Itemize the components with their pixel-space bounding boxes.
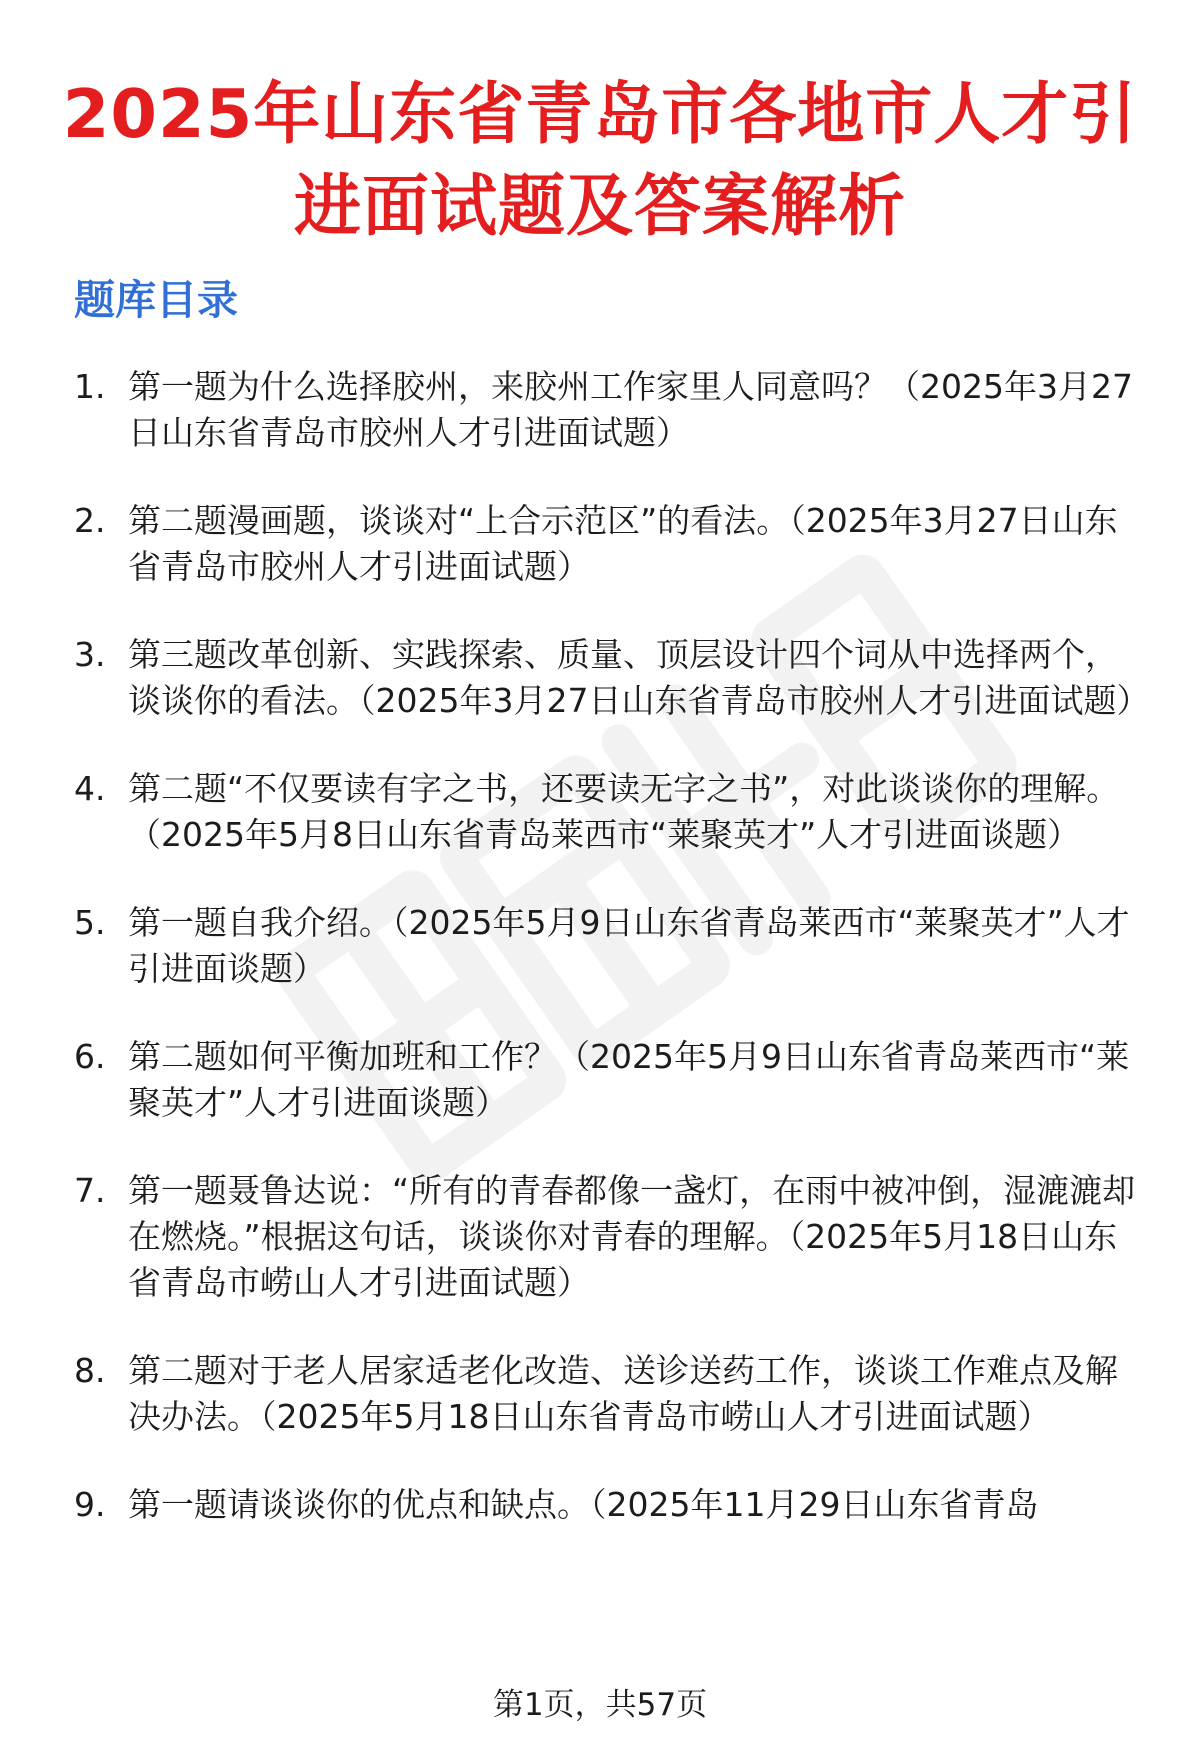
toc-item	[70, 1034, 1150, 1126]
toc-item-number: 7.	[74, 1171, 106, 1210]
document-title: 2025年山东省青岛市各地市人才引进面试题及答案解析	[62, 75, 1138, 245]
toc-item-text: 第三题改革创新、实践探索、质量、顶层设计四个词从中选择两个，谈谈你的看法。（2025年3月27日山东省青岛市胶州人才引进面试题）	[128, 635, 1150, 720]
toc-item-text: 第二题对于老人居家适老化改造、送诊送药工作，谈谈工作难点及解决办法。（2025年5月18日山东省青岛市崂山人才引进面试题）	[128, 1351, 1118, 1436]
toc-item	[70, 766, 1150, 858]
toc-item	[70, 900, 1150, 992]
toc-item-number: 5.	[74, 903, 106, 942]
toc-item-number: 8.	[74, 1351, 106, 1390]
toc-item-number: 6.	[74, 1037, 106, 1076]
toc-item-text: 第二题漫画题，谈谈对“上合示范区”的看法。（2025年3月27日山东省青岛市胶州人才引进面试题）	[128, 501, 1118, 586]
toc-item	[70, 632, 1150, 724]
toc-heading: 题库目录	[74, 276, 238, 324]
toc-item-number: 9.	[74, 1485, 106, 1524]
toc-item-number: 3.	[74, 635, 106, 674]
toc-item	[70, 364, 1150, 456]
toc-item-text: 第一题请谈谈你的优点和缺点。（2025年11月29日山东省青岛	[128, 1485, 1039, 1524]
toc-item-number: 4.	[74, 769, 106, 808]
toc-item	[70, 1168, 1150, 1306]
toc-item	[70, 498, 1150, 590]
page-number-footer: 第1页，共57页	[492, 1687, 708, 1723]
toc-item-text: 第二题“不仅要读有字之书，还要读无字之书”，对此谈谈你的理解。（2025年5月8日山东省青岛莱西市“莱聚英才”人才引进面谈题）	[128, 769, 1120, 854]
toc-item-text: 第二题如何平衡加班和工作？（2025年5月9日山东省青岛莱西市“莱聚英才”人才引进面谈题）	[128, 1037, 1130, 1122]
toc-item-number: 1.	[74, 367, 106, 406]
toc-item-text: 第一题为什么选择胶州，来胶州工作家里人同意吗？（2025年3月27日山东省青岛市胶州人才引进面试题）	[128, 367, 1133, 452]
toc-item-number: 2.	[74, 501, 106, 540]
toc-item	[70, 1482, 1150, 1528]
toc-item	[70, 1348, 1150, 1440]
toc-item-text: 第一题聂鲁达说：“所有的青春都像一盏灯，在雨中被冲倒，湿漉漉却在燃烧。”根据这句话，谈谈你对青春的理解。（2025年5月18日山东省青岛市崂山人才引进面试题）	[128, 1171, 1136, 1302]
toc-list	[70, 364, 1150, 1570]
toc-item-text: 第一题自我介绍。（2025年5月9日山东省青岛莱西市“莱聚英才”人才引进面谈题）	[128, 903, 1130, 988]
